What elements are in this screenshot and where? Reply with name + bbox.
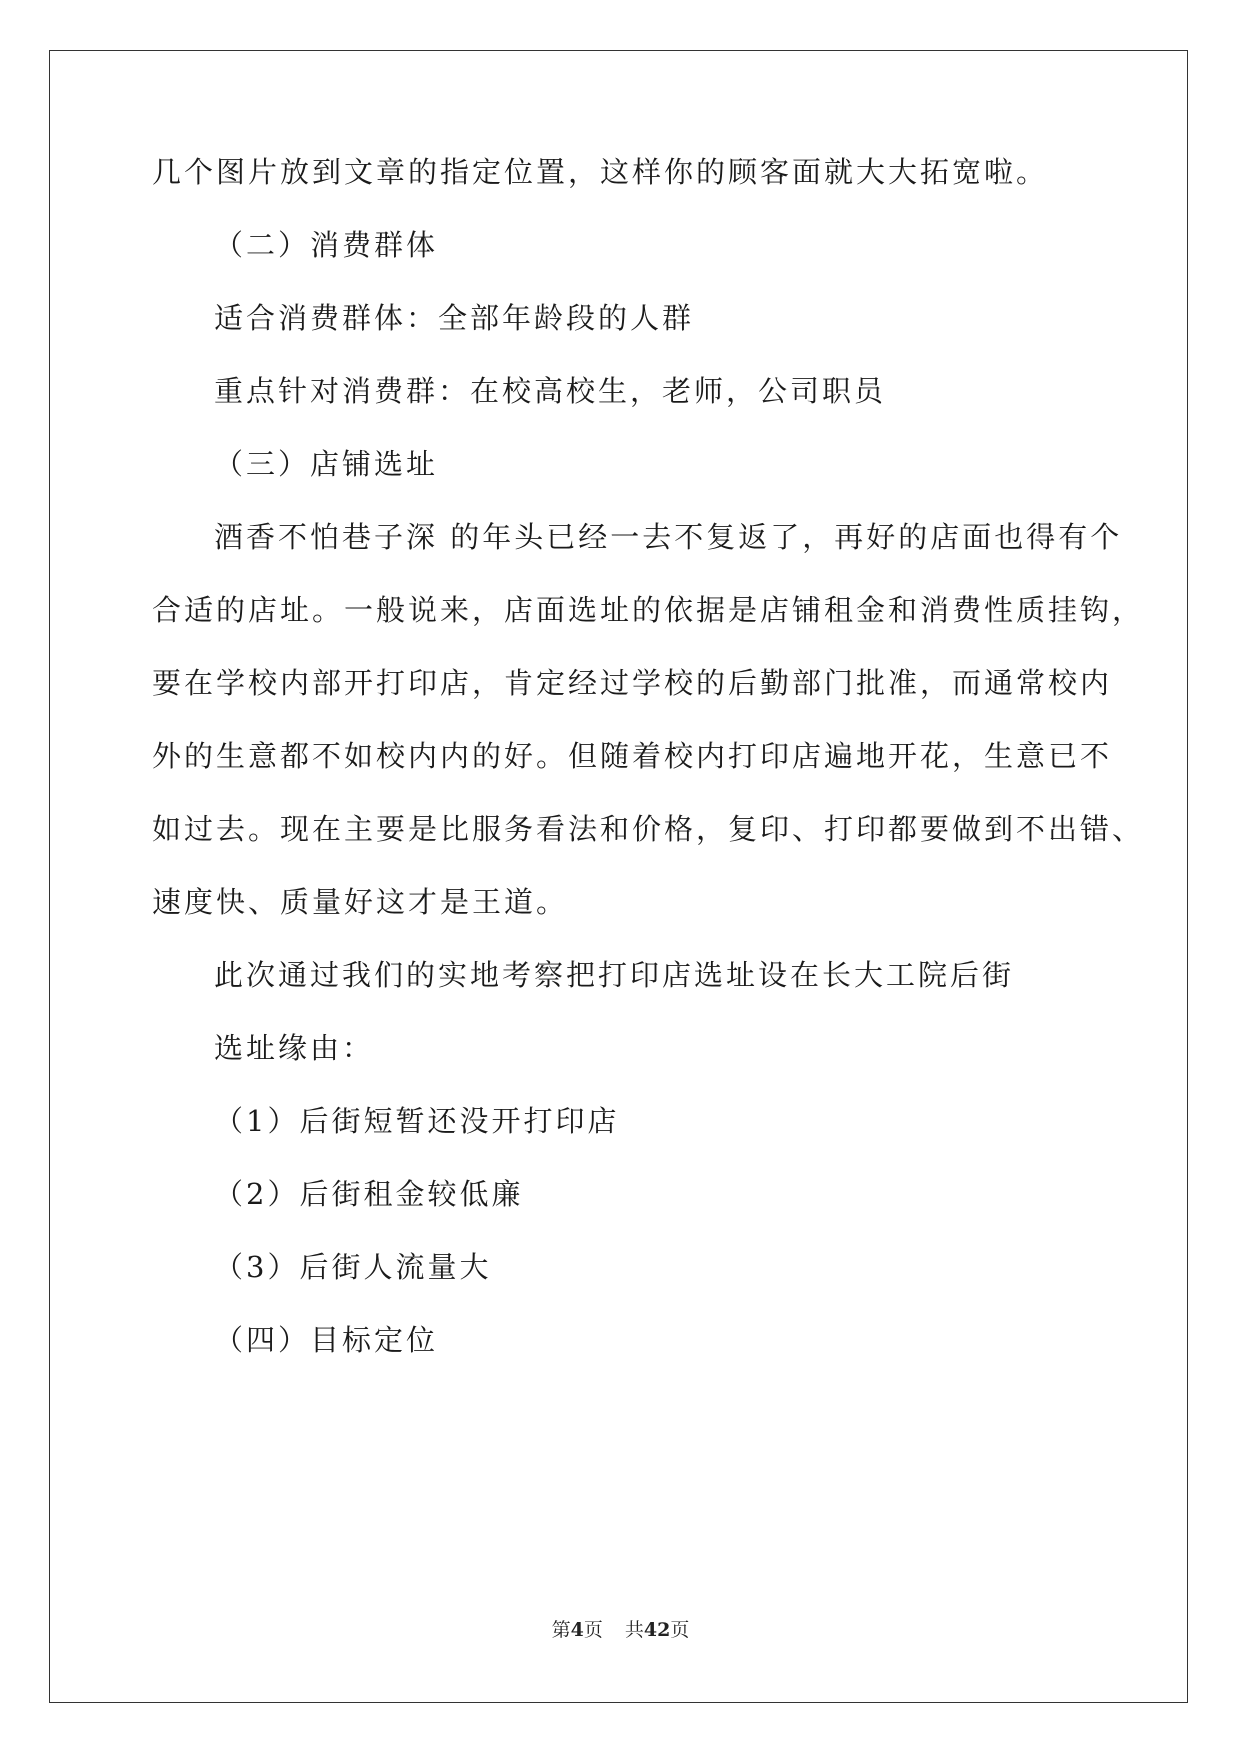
- total-pages: 42: [643, 1619, 671, 1641]
- section-heading-consumers: （二）消费群体: [214, 228, 439, 262]
- text-line: 适合消费群体：全部年龄段的人群: [214, 301, 695, 335]
- text-line: 如过去。现在主要是比服务看法和价格，复印、打印都要做到不出错、: [152, 812, 1145, 846]
- list-item: （2）后街租金较低廉: [214, 1177, 524, 1211]
- list-item: （3）后街人流量大: [214, 1250, 492, 1284]
- page-footer: [0, 1617, 1241, 1643]
- section-heading-location: （三）店铺选址: [214, 447, 439, 481]
- text-line: 此次通过我们的实地考察把打印店选址设在长大工院后街: [214, 958, 1015, 992]
- page-suffix: 页: [583, 1619, 603, 1641]
- list-item: （1）后街短暂还没开打印店: [214, 1104, 620, 1138]
- text-line: 几个图片放到文章的指定位置，这样你的顾客面就大大拓宽啦。: [152, 155, 1049, 189]
- text-line: 要在学校内部开打印店，肯定经过学校的后勤部门批准，而通常校内: [152, 666, 1113, 700]
- page-prefix: 第: [551, 1619, 571, 1641]
- text-line: 选址缘由：: [214, 1031, 375, 1065]
- page-number: 4: [570, 1619, 584, 1641]
- text-line: 酒香不怕巷子深 的年头已经一去不复返了，再好的店面也得有个: [214, 520, 1123, 554]
- total-prefix: 共: [624, 1619, 644, 1641]
- text-line: 外的生意都不如校内内的好。但随着校内打印店遍地开花，生意已不: [152, 739, 1113, 773]
- total-suffix: 页: [670, 1619, 690, 1641]
- section-heading-positioning: （四）目标定位: [214, 1323, 439, 1357]
- text-line: 重点针对消费群：在校高校生，老师，公司职员: [214, 374, 887, 408]
- text-line: 速度快、质量好这才是王道。: [152, 885, 569, 919]
- text-line: 合适的店址。一般说来，店面选址的依据是店铺租金和消费性质挂钩，: [152, 593, 1145, 627]
